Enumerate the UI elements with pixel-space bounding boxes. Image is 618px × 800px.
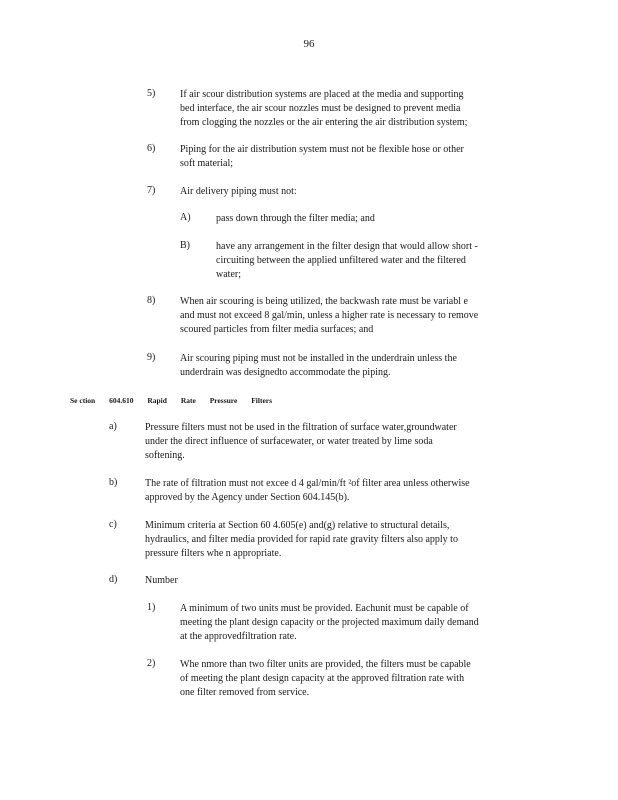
text-line: underdrain was designedto accommodate the piping. xyxy=(180,366,391,378)
text-line: have any arrangement in the filter design that would allow short - xyxy=(216,241,478,252)
text-line: water; xyxy=(216,268,241,280)
text-line: The rate of filtration must not excee d 4 gal/min/ft ²of filter area unless otherwise xyxy=(145,478,470,489)
list-marker: 7) xyxy=(147,185,156,196)
list-marker: d) xyxy=(109,574,118,585)
list-marker: 8) xyxy=(147,295,156,306)
list-item-text xyxy=(216,240,530,281)
list-item-text xyxy=(180,88,518,129)
text-line: from clogging the nozzles or the air entering the air distribution system; xyxy=(180,116,468,128)
list-item-text xyxy=(180,658,524,699)
section-heading xyxy=(70,396,284,405)
list-marker: 1) xyxy=(147,602,156,613)
text-line: of meeting the plant design capacity at the approved filtration rate with xyxy=(180,672,465,684)
text-line: Piping for the air distribution system must not be flexible hose or other xyxy=(180,144,464,155)
text-line: Number xyxy=(145,575,178,586)
list-marker: 6) xyxy=(147,143,156,154)
text-line: Pressure filters must not be used in the filtration of surface water,groundwater xyxy=(145,422,457,433)
section-title-word: Filters xyxy=(251,396,273,405)
page-number: 96 xyxy=(303,38,315,50)
list-item-text xyxy=(145,519,521,560)
text-line: one filter removed from service. xyxy=(180,686,310,698)
text-line: softening. xyxy=(145,449,185,461)
list-marker: c) xyxy=(109,519,117,530)
text-line: meeting the plant design capacity or the projected maximum daily demand xyxy=(180,616,479,628)
text-line: Air scouring piping must not be installed in the underdrain unless the xyxy=(180,353,457,364)
list-marker: 9) xyxy=(147,352,156,363)
list-marker: a) xyxy=(109,421,117,432)
text-line: soft material; xyxy=(180,157,234,169)
list-item-text xyxy=(145,421,505,462)
list-marker: B) xyxy=(180,240,190,251)
text-line: bed interface, the air scour nozzles must be designed to prevent media xyxy=(180,102,461,114)
section-title-word: Pressure xyxy=(209,396,238,405)
text-line: pressure filters whe n appropriate. xyxy=(145,547,282,559)
section-number: 604.610 xyxy=(109,396,134,405)
list-item-text xyxy=(180,352,516,380)
list-marker: 5) xyxy=(147,88,156,99)
text-line: hydraulics, and filter media provided for rapid rate gravity filters also apply to xyxy=(145,533,458,545)
text-line: Minimum criteria at Section 60 4.605(e) and(g) relative to structural details, xyxy=(145,520,450,531)
text-line: Air delivery piping must not: xyxy=(180,186,297,197)
text-line: When air scouring is being utilized, the backwash rate must be variabl e xyxy=(180,296,468,307)
list-marker: 2) xyxy=(147,658,156,669)
list-item-text xyxy=(180,295,534,336)
list-item-text xyxy=(180,143,522,171)
text-line: and must not exceed 8 gal/min, unless a higher rate is necessary to remove xyxy=(180,309,479,321)
section-label: Se ction xyxy=(70,396,96,405)
list-item-text xyxy=(145,477,523,505)
text-line: pass down through the filter media; and xyxy=(216,213,375,224)
text-line: Whe nmore than two filter units are provided, the filters must be capable xyxy=(180,659,471,670)
list-item-text xyxy=(180,602,534,643)
text-line: under the direct influence of surfacewater, or water treated by lime soda xyxy=(145,435,433,447)
list-item-text xyxy=(145,574,445,588)
text-line: approved by the Agency under Section 604.145(b). xyxy=(145,491,350,503)
text-line: A minimum of two units must be provided. Eachunit must be capable of xyxy=(180,603,469,614)
text-line: at the approvedfiltration rate. xyxy=(180,630,297,642)
text-line: circuiting between the applied unfiltered water and the filtered xyxy=(216,254,466,266)
list-marker: b) xyxy=(109,477,118,488)
section-title-word: Rate xyxy=(180,396,196,405)
text-line: If air scour distribution systems are placed at the media and supporting xyxy=(180,89,464,100)
section-title-word: Rapid xyxy=(147,396,167,405)
list-marker: A) xyxy=(180,212,191,223)
list-item-text xyxy=(216,212,516,226)
list-item-text xyxy=(180,185,522,199)
text-line: scoured particles from filter media surfaces; and xyxy=(180,323,374,335)
